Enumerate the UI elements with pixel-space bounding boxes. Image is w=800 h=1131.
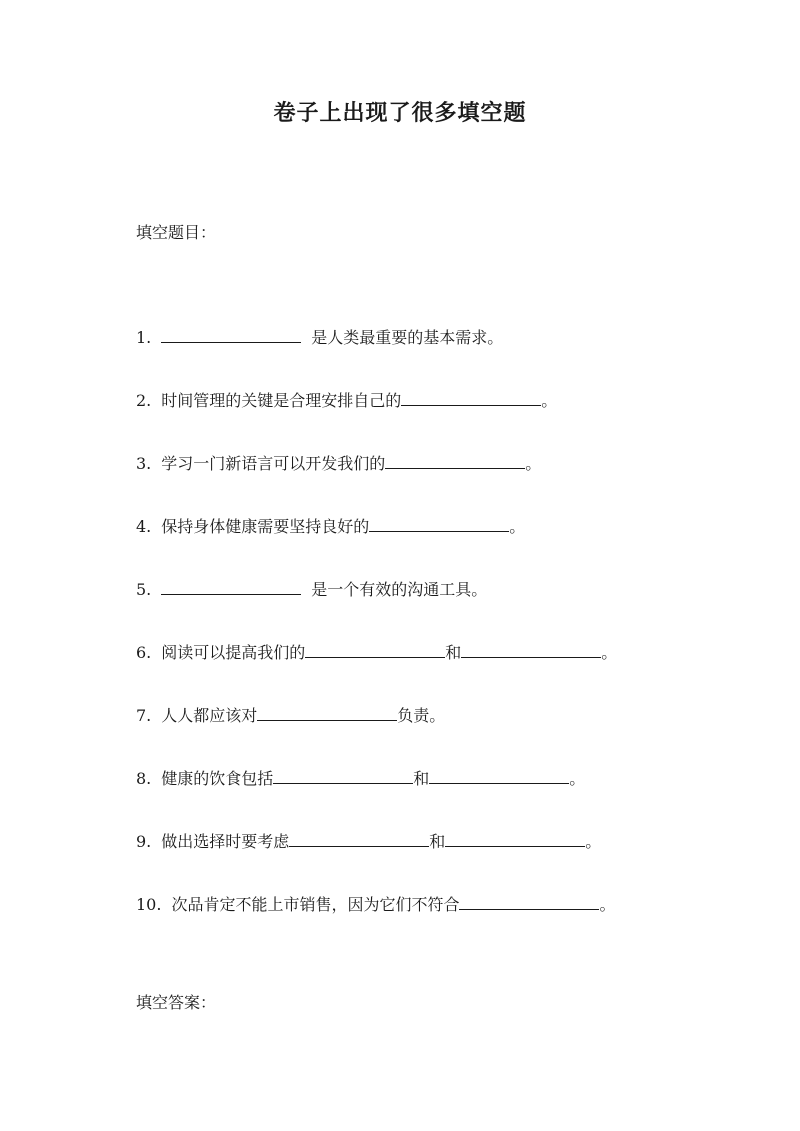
document-title: 卷子上出现了很多填空题	[273, 100, 527, 126]
question-text: 做出选择时要考虑	[161, 832, 290, 851]
question-text: 人人都应该对	[161, 706, 258, 725]
answers-heading: 填空答案：	[136, 993, 217, 1012]
question-text: 和	[413, 769, 430, 788]
question-text: 阅读可以提高我们的	[161, 643, 306, 662]
answer-blank[interactable]	[459, 893, 599, 910]
question-text: 次品肯定不能上市销售，因为它们不符合	[171, 895, 460, 914]
question-text: 负责。	[397, 706, 446, 725]
questions-heading: 填空题目：	[136, 223, 217, 242]
question-list	[136, 326, 736, 956]
question-item	[136, 578, 736, 641]
question-text: 。	[601, 643, 618, 662]
answer-blank[interactable]	[445, 830, 585, 847]
question-text: 和	[429, 832, 446, 851]
question-item	[136, 704, 736, 767]
question-text: 和	[445, 643, 462, 662]
question-item	[136, 326, 736, 389]
question-text: 保持身体健康需要坚持良好的	[161, 517, 370, 536]
question-number: 4.	[136, 517, 152, 536]
question-item	[136, 452, 736, 515]
question-item	[136, 767, 736, 830]
answer-blank[interactable]	[461, 641, 601, 658]
question-number: 6.	[136, 643, 152, 662]
question-text: 。	[569, 769, 586, 788]
question-text: 。	[599, 895, 616, 914]
question-number: 7.	[136, 706, 152, 725]
answer-blank[interactable]	[161, 326, 301, 343]
question-item	[136, 389, 736, 452]
question-number: 3.	[136, 454, 152, 473]
answer-blank[interactable]	[369, 515, 509, 532]
question-number: 10.	[136, 895, 162, 914]
question-number: 5.	[136, 580, 152, 599]
answer-blank[interactable]	[257, 704, 397, 721]
answer-blank[interactable]	[305, 641, 445, 658]
question-item	[136, 893, 736, 956]
answer-blank[interactable]	[289, 830, 429, 847]
question-number: 9.	[136, 832, 152, 851]
question-text: 。	[585, 832, 602, 851]
question-text: 。	[525, 454, 542, 473]
question-number: 2.	[136, 391, 152, 410]
question-text: 学习一门新语言可以开发我们的	[161, 454, 386, 473]
question-text: 是人类最重要的基本需求。	[311, 328, 504, 347]
question-text: 时间管理的关键是合理安排自己的	[161, 391, 402, 410]
answer-blank[interactable]	[401, 389, 541, 406]
question-number: 1.	[136, 328, 152, 347]
question-item	[136, 641, 736, 704]
question-text: 健康的饮食包括	[161, 769, 274, 788]
question-text: 。	[541, 391, 558, 410]
question-item	[136, 830, 736, 893]
answer-blank[interactable]	[429, 767, 569, 784]
question-number: 8.	[136, 769, 152, 788]
answer-blank[interactable]	[385, 452, 525, 469]
answer-blank[interactable]	[161, 578, 301, 595]
question-item	[136, 515, 736, 578]
question-text: 。	[509, 517, 526, 536]
question-text: 是一个有效的沟通工具。	[311, 580, 488, 599]
answer-blank[interactable]	[273, 767, 413, 784]
